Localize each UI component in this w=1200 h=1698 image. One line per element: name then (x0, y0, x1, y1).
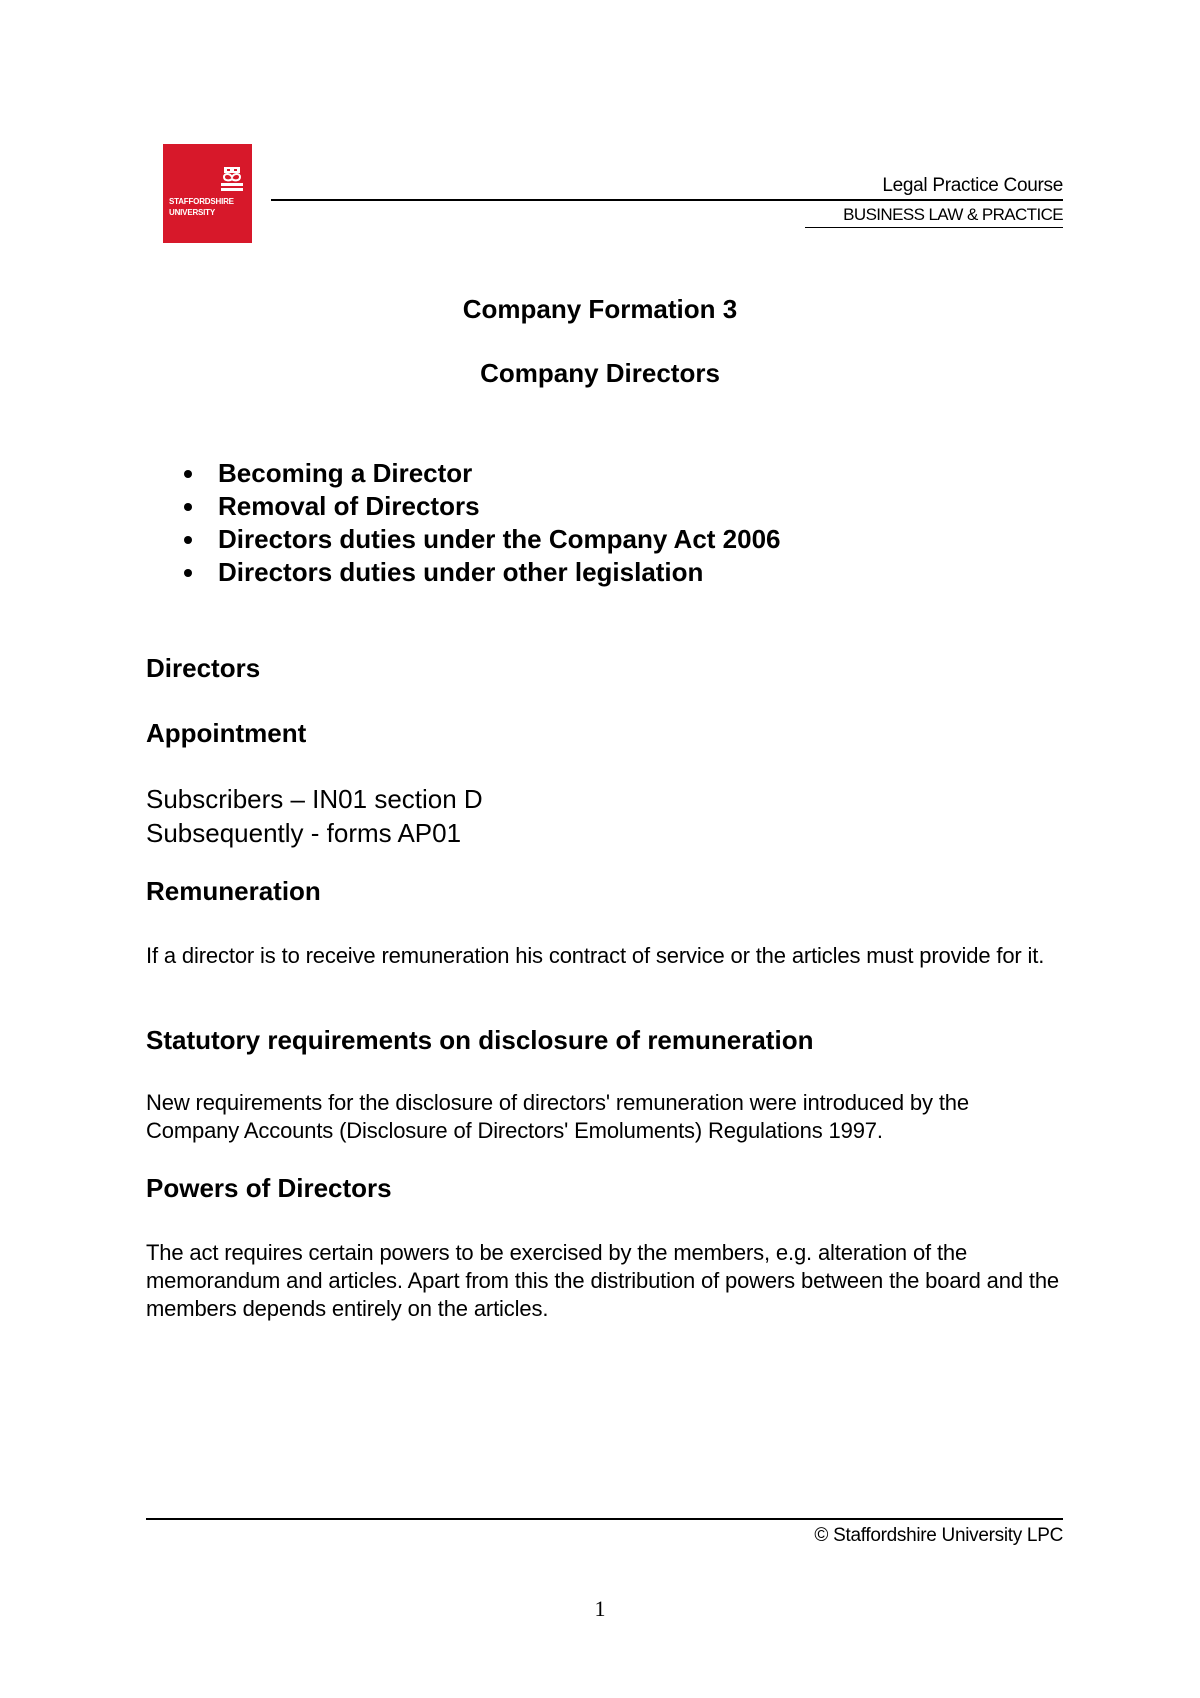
appointment-line-2: Subsequently - forms AP01 (146, 818, 462, 848)
powers-heading: Powers of Directors (146, 1173, 392, 1203)
topic-item (180, 457, 781, 490)
topic-item (180, 556, 781, 589)
bullet-icon (184, 470, 192, 478)
appointment-heading: Appointment (146, 718, 307, 748)
footer-rule (146, 1518, 1063, 1520)
logo-wordmark (169, 196, 247, 218)
document-subtitle: Company Directors (480, 358, 720, 388)
logo-text-line1: STAFFORDSHIRE (169, 197, 234, 206)
topics-list (180, 457, 781, 589)
footer-copyright: © Staffordshire University LPC (814, 1525, 1063, 1546)
crest-icon (221, 167, 243, 193)
remuneration-text: If a director is to receive remuneration his contract of service or the articles must provide for it. (146, 943, 1045, 968)
powers-text: The act requires certain powers to be exercised by the members, e.g. alteration of the memorandum and articles. Apart from this the distribution of powers between the board and the members depends entirely on the articles. (146, 1240, 1060, 1321)
bullet-icon (184, 503, 192, 511)
disclosure-text: New requirements for the disclosure of directors' remuneration were introduced by the Company Accounts (Disclosure of Directors' Emoluments) Regulations 1997. (146, 1090, 969, 1143)
page-number: 1 (594, 1596, 606, 1621)
topic-label: Directors duties under the Company Act 2006 (218, 524, 781, 554)
university-logo (163, 144, 252, 243)
topic-label: Directors duties under other legislation (218, 557, 704, 587)
disclosure-heading: Statutory requirements on disclosure of remuneration (146, 1025, 814, 1055)
topic-label: Removal of Directors (218, 491, 480, 521)
course-name: Legal Practice Course (882, 175, 1063, 196)
topic-item (180, 490, 781, 523)
topic-label: Becoming a Director (218, 458, 473, 488)
document-title: Company Formation 3 (462, 294, 738, 324)
header-rule (271, 199, 1063, 201)
bullet-icon (184, 536, 192, 544)
remuneration-heading: Remuneration (146, 876, 321, 906)
directors-heading: Directors (146, 653, 261, 683)
bullet-icon (184, 569, 192, 577)
course-subject: BUSINESS LAW & PRACTICE (843, 205, 1063, 224)
logo-text-line2: UNIVERSITY (169, 208, 216, 217)
topic-item (180, 523, 781, 556)
course-subject-rule (805, 227, 1063, 228)
appointment-line-1: Subscribers – IN01 section D (146, 784, 483, 814)
